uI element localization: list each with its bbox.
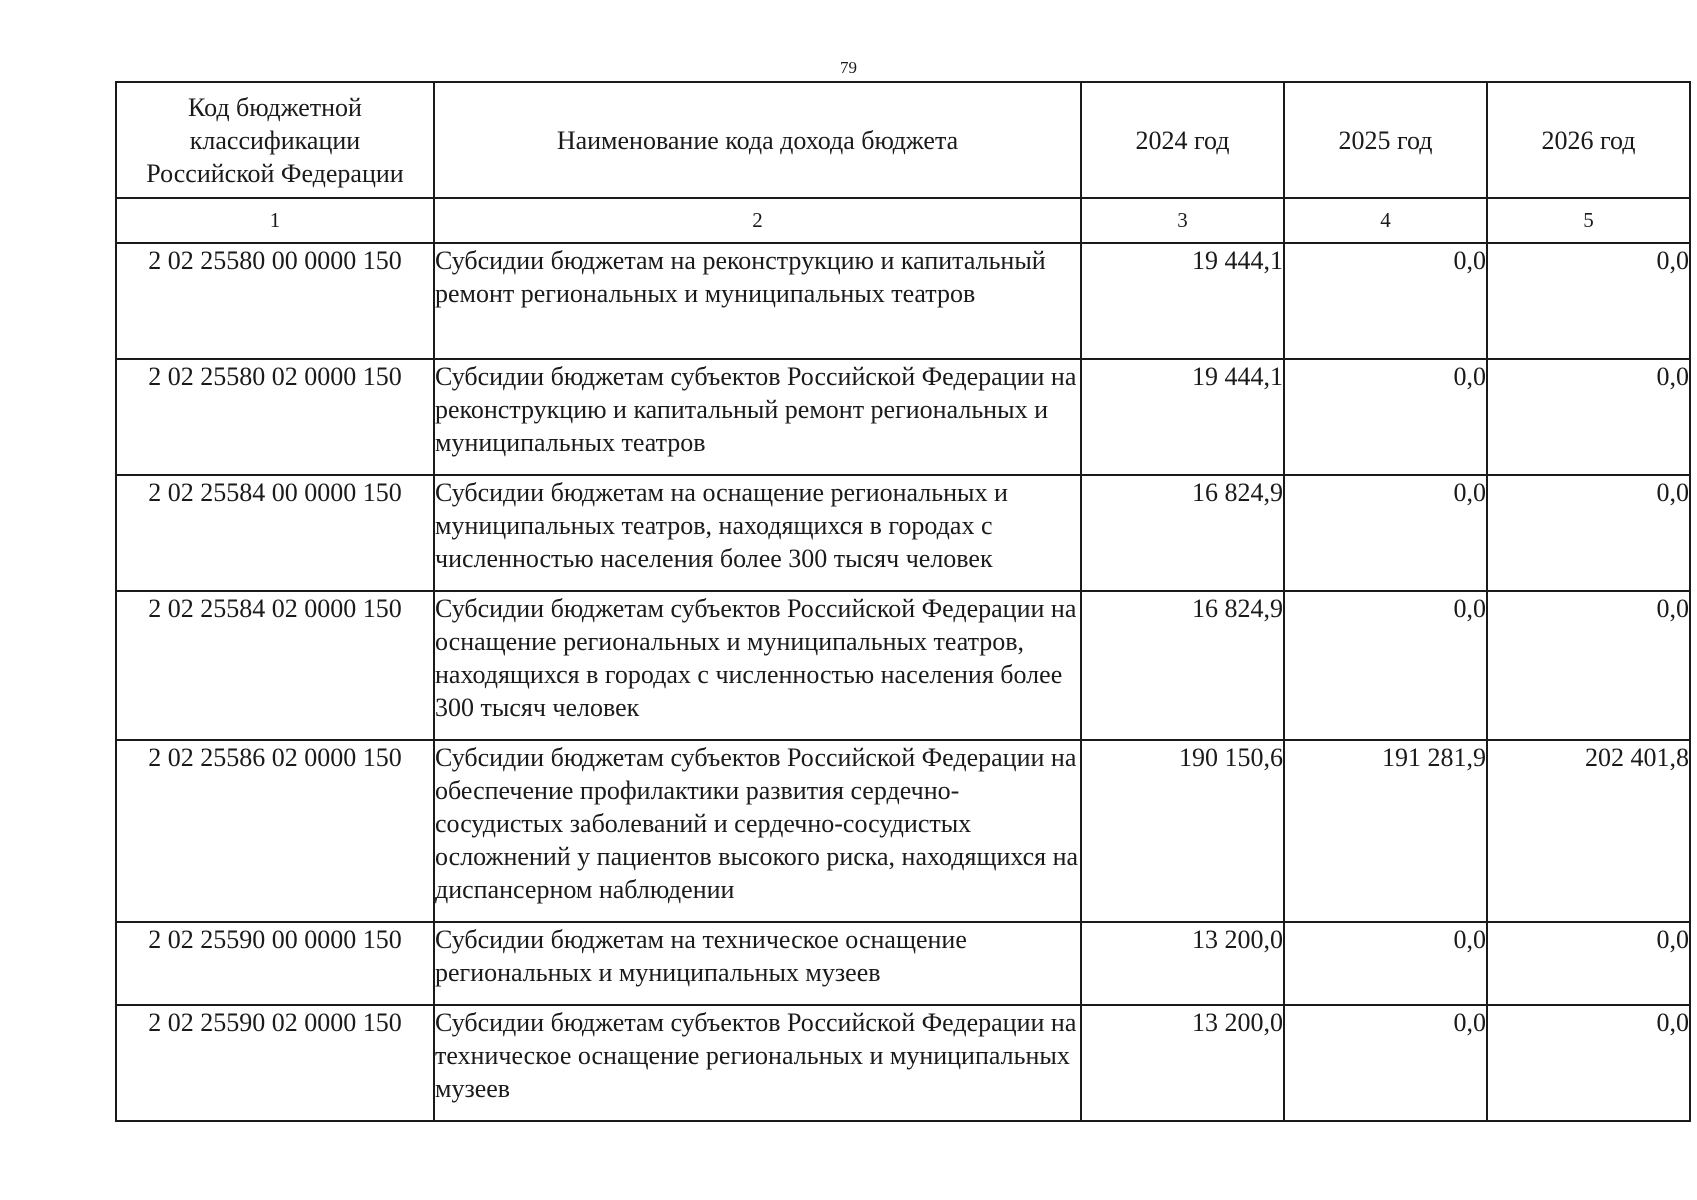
header-2026: 2026 год — [1487, 82, 1690, 198]
amount-2026-cell: 0,0 — [1487, 243, 1690, 359]
table-row — [116, 243, 1690, 359]
amount-2026-cell: 202 401,8 — [1487, 740, 1690, 922]
header-2024: 2024 год — [1081, 82, 1284, 198]
revenue-name-cell: Субсидии бюджетам субъектов Российской Федерации на техническое оснащение региональных и муниципальных музеев — [434, 1005, 1081, 1121]
table-row — [116, 475, 1690, 591]
budget-code-cell: 2 02 25590 00 0000 150 — [116, 922, 434, 1005]
amount-2024-cell: 19 444,1 — [1081, 359, 1284, 475]
amount-2026-cell: 0,0 — [1487, 475, 1690, 591]
table-row — [116, 1005, 1690, 1121]
header-code: Код бюджетной классификации Российской Федерации — [116, 82, 434, 198]
budget-code-cell: 2 02 25584 00 0000 150 — [116, 475, 434, 591]
amount-2024-cell: 190 150,6 — [1081, 740, 1284, 922]
budget-code-cell: 2 02 25584 02 0000 150 — [116, 591, 434, 740]
amount-2024-cell: 13 200,0 — [1081, 922, 1284, 1005]
amount-2025-cell: 0,0 — [1284, 243, 1487, 359]
column-number-row — [116, 198, 1690, 243]
revenue-name-cell: Субсидии бюджетам субъектов Российской Федерации на реконструкцию и капитальный ремонт региональных и муниципальных театров — [434, 359, 1081, 475]
header-name: Наименование кода дохода бюджета — [434, 82, 1081, 198]
column-number: 4 — [1284, 198, 1487, 243]
amount-2024-cell: 16 824,9 — [1081, 591, 1284, 740]
revenue-name-cell: Субсидии бюджетам на реконструкцию и капитальный ремонт региональных и муниципальных театров — [434, 243, 1081, 359]
table-row — [116, 359, 1690, 475]
amount-2025-cell: 0,0 — [1284, 359, 1487, 475]
amount-2025-cell: 0,0 — [1284, 591, 1487, 740]
page-number: 79 — [840, 58, 857, 77]
revenue-name-cell: Субсидии бюджетам на оснащение региональных и муниципальных театров, находящихся в городах с численностью населения более 300 тысяч человек — [434, 475, 1081, 591]
amount-2025-cell: 0,0 — [1284, 1005, 1487, 1121]
budget-code-cell: 2 02 25580 02 0000 150 — [116, 359, 434, 475]
budget-revenue-table — [115, 81, 1691, 1122]
amount-2024-cell: 13 200,0 — [1081, 1005, 1284, 1121]
amount-2024-cell: 19 444,1 — [1081, 243, 1284, 359]
header-2025: 2025 год — [1284, 82, 1487, 198]
column-number: 5 — [1487, 198, 1690, 243]
column-number: 2 — [434, 198, 1081, 243]
amount-2025-cell: 0,0 — [1284, 922, 1487, 1005]
revenue-name-cell: Субсидии бюджетам на техническое оснащение региональных и муниципальных музеев — [434, 922, 1081, 1005]
amount-2026-cell: 0,0 — [1487, 1005, 1690, 1121]
revenue-name-cell: Субсидии бюджетам субъектов Российской Федерации на обеспечение профилактики развития сердечно-сосудистых заболеваний и сердечно-сосудистых осложнений у пациентов высокого риска, находящихся на диспансерном наблюдении — [434, 740, 1081, 922]
amount-2026-cell: 0,0 — [1487, 359, 1690, 475]
amount-2024-cell: 16 824,9 — [1081, 475, 1284, 591]
table-row — [116, 591, 1690, 740]
column-number: 3 — [1081, 198, 1284, 243]
table-header-row — [116, 82, 1690, 198]
amount-2025-cell: 0,0 — [1284, 475, 1487, 591]
budget-code-cell: 2 02 25590 02 0000 150 — [116, 1005, 434, 1121]
column-number: 1 — [116, 198, 434, 243]
amount-2026-cell: 0,0 — [1487, 922, 1690, 1005]
budget-code-cell: 2 02 25580 00 0000 150 — [116, 243, 434, 359]
amount-2026-cell: 0,0 — [1487, 591, 1690, 740]
revenue-name-cell: Субсидии бюджетам субъектов Российской Федерации на оснащение региональных и муниципальных театров, находящихся в городах с численностью населения более 300 тысяч человек — [434, 591, 1081, 740]
amount-2025-cell: 191 281,9 — [1284, 740, 1487, 922]
budget-code-cell: 2 02 25586 02 0000 150 — [116, 740, 434, 922]
table-row — [116, 740, 1690, 922]
table-row — [116, 922, 1690, 1005]
